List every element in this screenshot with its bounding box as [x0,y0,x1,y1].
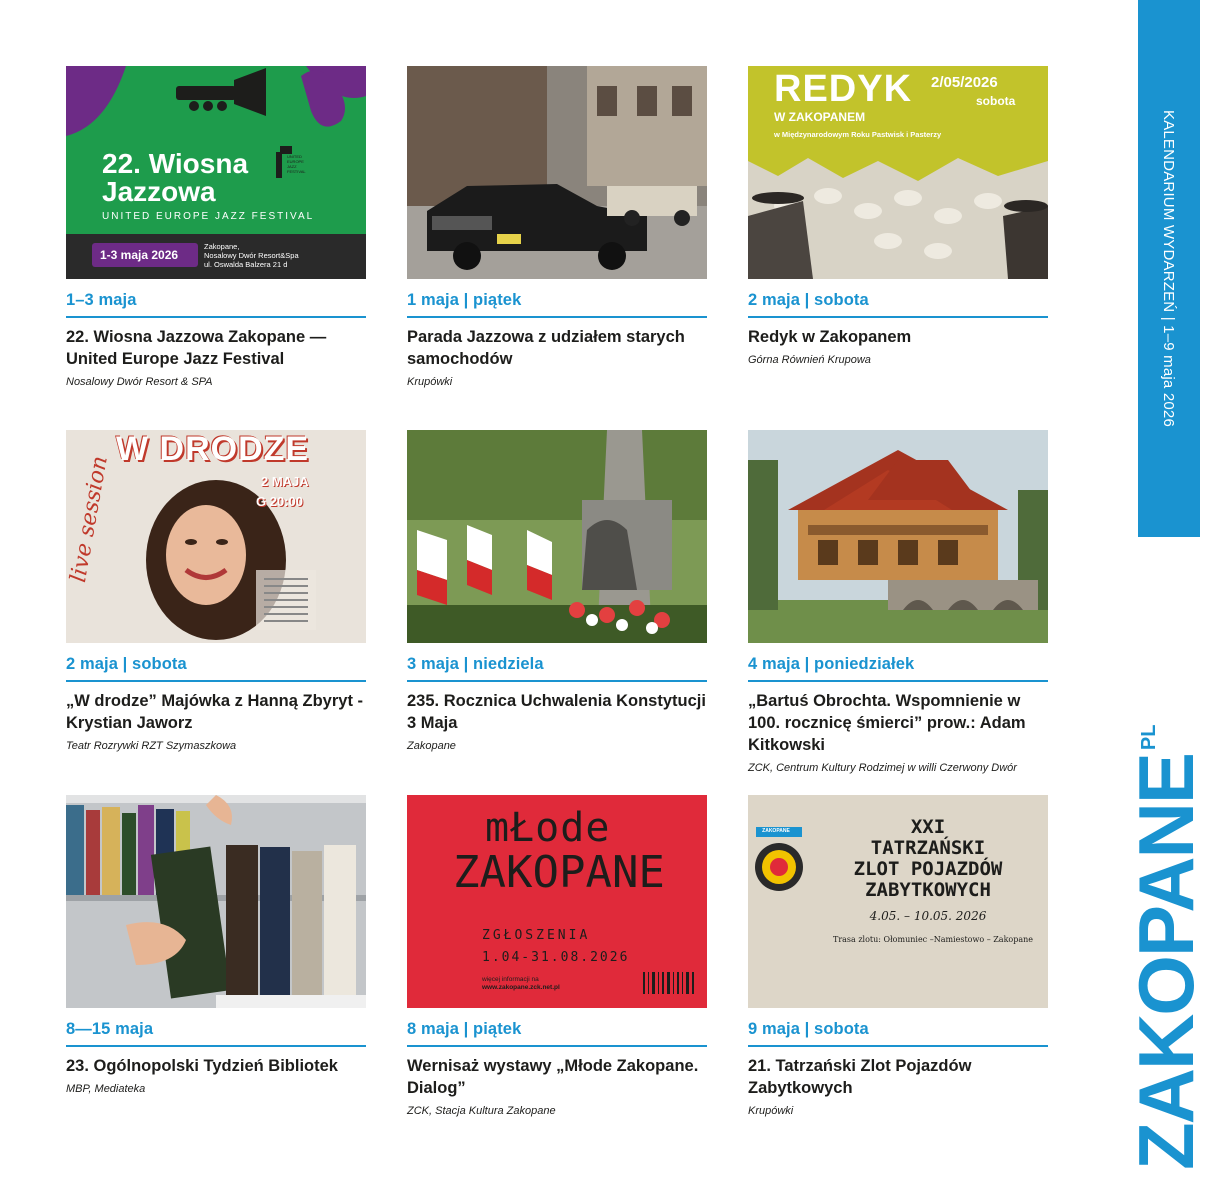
event-date: 8 maja | piątek [407,1020,707,1047]
event-card[interactable] [66,66,366,388]
calendar-label: KALENDARIUM WYDARZEŃ | 1–9 maja 2026 [1160,109,1178,428]
event-title[interactable]: Redyk w Zakopanem [748,328,912,346]
event-place: Krupówki [748,1105,794,1117]
event-title[interactable]: Wernisaż wystawy „Młode Zakopane. Dialog” [407,1057,699,1097]
poster-date: 2/05/2026 [931,74,998,91]
poster-heading: XXI TATRZAŃSKI ZLOT POJAZDÓW ZABYTKOWYCH [853,816,1003,901]
event-place: Teatr Rozrywki RZT Szymaszkowa [66,740,237,752]
event-date: 8—15 maja [66,1020,366,1047]
event-card[interactable] [407,430,707,752]
poster-headline: REDYK [774,68,913,110]
event-date: 3 maja | niedziela [407,655,707,682]
event-photo [66,795,366,1008]
emblem-label: ZAKOPANE [762,828,790,834]
event-title[interactable]: 21. Tatrzański Zlot Pojazdów Zabytkowych [748,1057,972,1097]
event-place: Górna Równień Krupowa [748,354,871,366]
event-poster [66,66,366,279]
logo-text: ZAKOPANE [1122,754,1210,1170]
club-emblem-icon [752,827,812,907]
poster-subtitle: UNITED EUROPE JAZZ FESTIVAL [102,211,315,222]
event-poster [748,795,1048,1008]
bookshelf-photo [66,795,366,1008]
event-poster [748,66,1048,279]
poster-day: sobota [976,94,1016,108]
poster-headline: W DRODZE [116,430,310,468]
event-card[interactable] [407,795,707,1117]
poster-badge: UNITED EUROPE JAZZ FESTIVAL [287,154,306,174]
event-photo [748,430,1048,643]
poster-script: live session [66,454,113,585]
poster-call: ZGŁOSZENIA [482,928,591,943]
event-title[interactable]: „W drodze” Majówka z Hanną Zbyryt - Krystian Jaworz [66,692,364,732]
event-title[interactable]: 235. Rocznica Uchwalenia Konstytucji 3 Maja [407,692,706,732]
event-photo [407,66,707,279]
event-title[interactable]: Parada Jazzowa z udziałem starych samochodów [407,328,685,368]
poster-subhead: W ZAKOPANEM [774,110,866,124]
poster-headline: 22. Wiosna Jazzowa [102,148,249,207]
event-card[interactable] [748,66,1048,366]
event-date: 1–3 maja [66,291,366,318]
event-card[interactable] [66,430,366,752]
poster-tagline: w Międzynarodowym Roku Pastwisk i Pasterzy [774,130,942,139]
event-title[interactable]: „Bartuś Obrochta. Wspomnienie w 100. rocznicę śmierci” prow.: Adam Kitkowski [748,692,1026,754]
event-place: Krupówki [407,376,453,388]
poster-line1: mŁode [485,805,611,851]
event-poster [66,430,366,643]
event-date: 9 maja | sobota [748,1020,1048,1047]
poster-venue: Zakopane, Nosalowy Dwór Resort&Spa ul. Oswalda Balzera 21 d [204,242,299,269]
poster-route: Trasa zlotu: Ołomuniec –Namiestowo – Zakopane [832,935,1034,944]
event-card[interactable] [748,795,1048,1117]
event-poster [407,795,707,1008]
event-place: Nosalowy Dwór Resort & SPA [66,376,213,388]
event-title[interactable]: 22. Wiosna Jazzowa Zakopane — United Europe Jazz Festival [66,328,327,368]
event-place: Zakopane [407,740,456,752]
event-place: ZCK, Stacja Kultura Zakopane [407,1105,556,1117]
zakopane-logo [1122,570,1210,1170]
poster-dates: 4.05. – 10.05. 2026 [869,909,987,923]
event-card[interactable] [407,66,707,388]
classic-car-photo [407,66,707,279]
wooden-villa-photo [748,430,1048,643]
poster-line2: ZAKOPANE [453,847,665,898]
poster-info: więcej informacji na www.zakopane.zck.net.pl [482,976,560,991]
poster-dates: 1-3 maja 2026 [100,248,179,262]
event-title[interactable]: 23. Ogólnopolski Tydzień Bibliotek [66,1057,338,1075]
event-place: MBP, Mediateka [66,1083,146,1095]
poster-date: 2 MAJA [261,474,309,489]
sidebar-banner [1138,0,1200,537]
event-card[interactable] [66,795,366,1095]
event-date: 1 maja | piątek [407,291,707,318]
event-date: 2 maja | sobota [748,291,1048,318]
logo-suffix: PL [1138,724,1160,751]
event-photo [407,430,707,643]
poster-range: 1.04-31.08.2026 [482,950,630,965]
event-date: 4 maja | poniedziałek [748,655,1048,682]
event-place: ZCK, Centrum Kultury Rodzimej w willi Czerwony Dwór [748,762,1017,774]
event-card[interactable] [748,430,1048,774]
event-date: 2 maja | sobota [66,655,366,682]
monument-flags-photo [407,430,707,643]
barcode-icon [643,972,703,994]
poster-time: G 20:00 [256,494,303,509]
